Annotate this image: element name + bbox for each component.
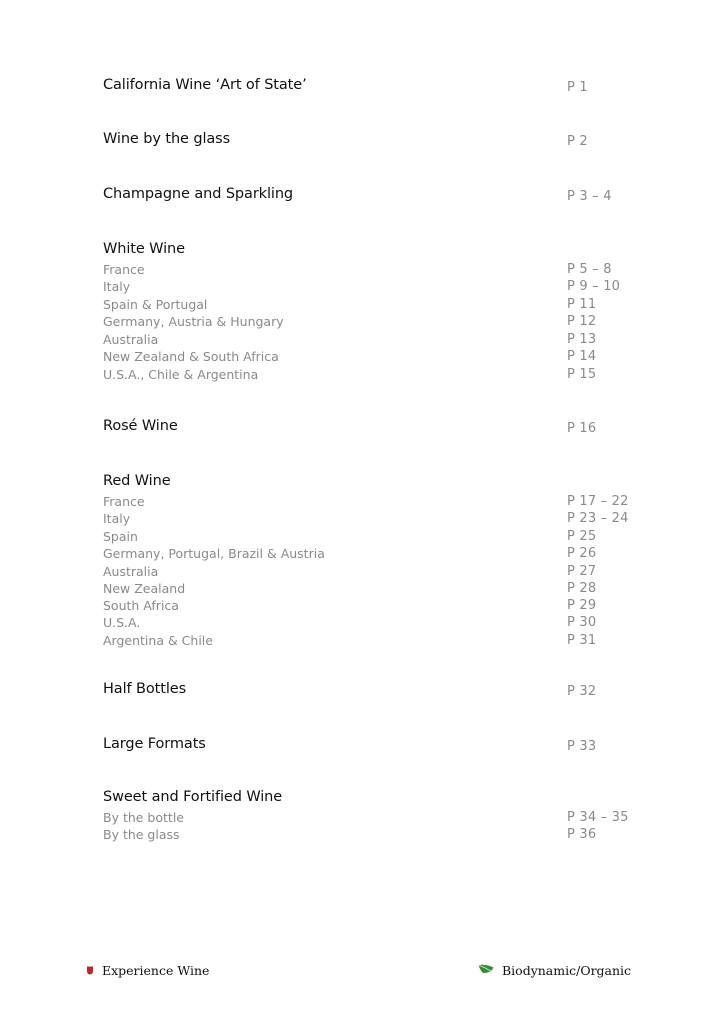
toc-page-number: P 36 <box>567 827 597 842</box>
legend-biodynamic-organic <box>478 962 631 980</box>
toc-page-number: P 1 <box>567 80 588 95</box>
toc-heading-label: Sweet and Fortified Wine <box>103 789 283 805</box>
toc-item-label: Italy <box>103 279 131 294</box>
toc-page-number: P 15 <box>567 367 597 382</box>
legend-experience-wine <box>86 962 209 980</box>
red-wine-drop-icon <box>86 963 94 978</box>
legend-label: Experience Wine <box>101 963 210 978</box>
toc-page-number: P 34 – 35 <box>567 810 629 825</box>
toc-page-number: P 25 <box>567 529 597 544</box>
toc-heading-label: Rosé Wine <box>103 418 178 434</box>
toc-page-number: P 5 – 8 <box>567 262 612 277</box>
toc-heading-label: White Wine <box>103 241 185 257</box>
toc-heading-label: Large Formats <box>103 736 206 752</box>
toc-page-number: P 31 <box>567 633 597 648</box>
toc-item-label: Australia <box>103 564 159 579</box>
toc-item-label: Spain <box>103 529 138 544</box>
toc-page-number: P 11 <box>567 297 597 312</box>
toc-item-label: U.S.A., Chile & Argentina <box>103 367 259 382</box>
toc-page-number: P 23 – 24 <box>567 511 629 526</box>
toc-page-number: P 3 – 4 <box>567 189 612 204</box>
toc-item-label: Germany, Austria & Hungary <box>103 314 284 329</box>
toc-page-number: P 28 <box>567 581 597 596</box>
toc-page-number: P 32 <box>567 684 597 699</box>
toc-heading-label: California Wine ‘Art of State’ <box>103 77 307 93</box>
toc-page-number: P 17 – 22 <box>567 494 629 509</box>
toc-item-label: By the bottle <box>103 810 184 825</box>
toc-item-label: Australia <box>103 332 159 347</box>
toc-item-label: France <box>103 262 145 277</box>
toc-page-number: P 14 <box>567 349 597 364</box>
toc-item-label: New Zealand & South Africa <box>103 349 279 364</box>
toc-page-number: P 9 – 10 <box>567 279 621 294</box>
toc-page-number: P 2 <box>567 134 588 149</box>
toc-item-label: New Zealand <box>103 581 186 596</box>
toc-item-label: South Africa <box>103 598 179 613</box>
toc-page-number: P 27 <box>567 564 597 579</box>
toc-page-number: P 13 <box>567 332 597 347</box>
toc-page-number: P 16 <box>567 421 597 436</box>
toc-heading-label: Red Wine <box>103 473 171 489</box>
toc-page-number: P 29 <box>567 598 597 613</box>
toc-heading-label: Half Bottles <box>103 681 187 697</box>
legend-label: Biodynamic/Organic <box>501 963 632 978</box>
toc-item-label: U.S.A. <box>103 615 141 630</box>
toc-heading-label: Champagne and Sparkling <box>103 186 294 202</box>
toc-item-label: France <box>103 494 145 509</box>
toc-page-number: P 33 <box>567 739 597 754</box>
toc-heading-label: Wine by the glass <box>103 131 231 147</box>
toc-item-label: By the glass <box>103 827 180 842</box>
toc-item-label: Argentina & Chile <box>103 633 213 648</box>
toc-item-label: Spain & Portugal <box>103 297 208 312</box>
toc-page-number: P 12 <box>567 314 597 329</box>
toc-page-number: P 26 <box>567 546 597 561</box>
green-leaf-icon <box>478 963 494 978</box>
toc-item-label: Germany, Portugal, Brazil & Austria <box>103 546 325 561</box>
toc-page-number: P 30 <box>567 615 597 630</box>
toc-item-label: Italy <box>103 511 131 526</box>
